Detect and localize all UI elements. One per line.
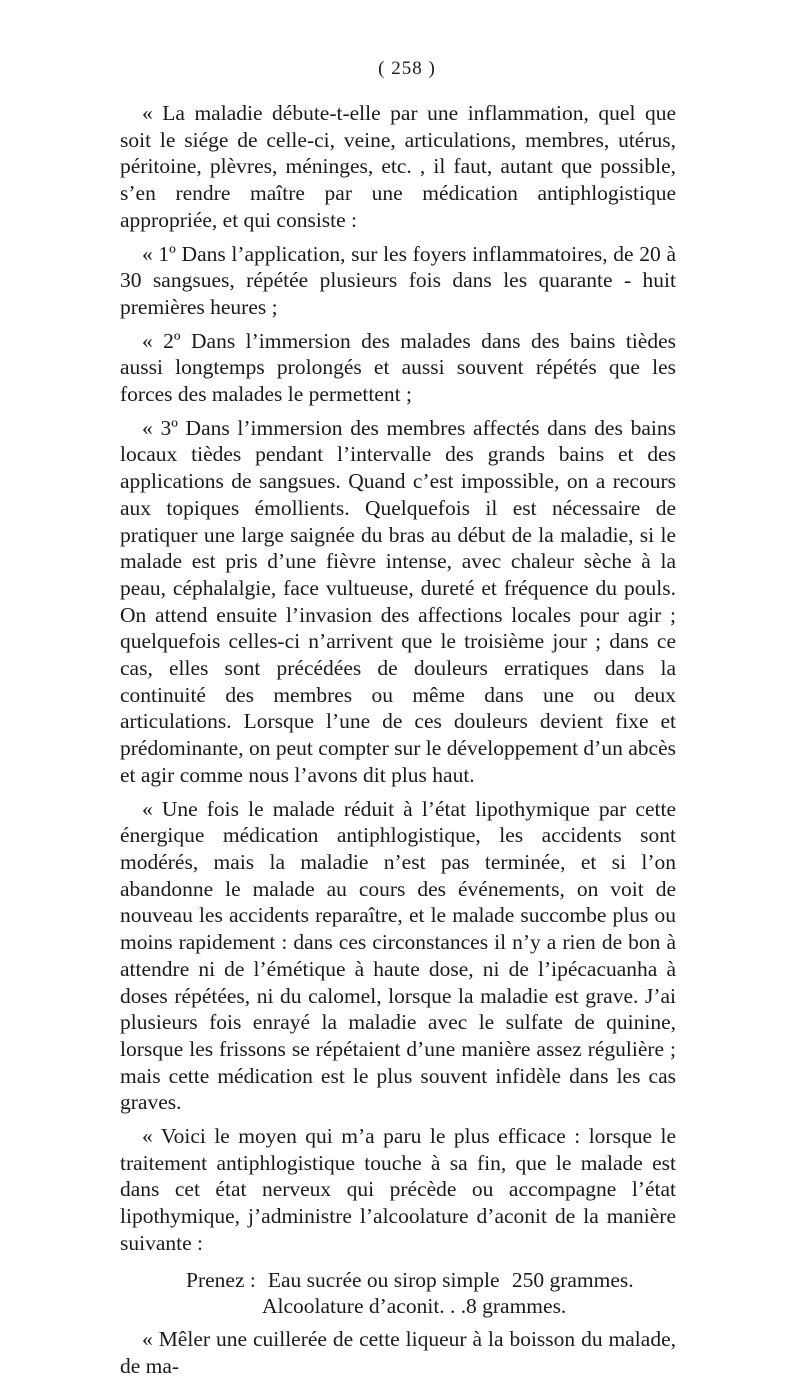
paragraph-remedy: « Voici le moyen qui m’a paru le plus efficace : lorsque le traitement antiphlogistique touche à sa fin, que le malade est dans cet état nerveux qui précède ou accompagne l’état lipothymique, j’administre l’alcoolature d’aconit de la manière suivante : — [120, 1124, 676, 1255]
prescription-line — [120, 1293, 676, 1320]
paragraph-lipothymic: « Une fois le malade réduit à l’état lipothymique par cette énergique médication antiphlogistique, les accidents sont modérés, mais la maladie n’est pas terminée, et si l’on abandonne le malade au cours des événements, on voit de nouveau les accidents reparaître, et le malade succombe plus ou moins rapidement : dans ces circonstances il n’y a rien de bon à attendre ni de l’émétique à haute dose, ni de l’ipécacuanha à doses répétées, ni du calomel, lorsque la maladie est grave. J’ai plusieurs fois enrayé la maladie avec le sulfate de quinine, lorsque les frissons se répétaient d’une manière assez régulière ; mais cette médication est le plus souvent infidèle dans les cas graves. — [120, 796, 676, 1115]
paragraph-item-2: « 2º Dans l’immersion des malades dans des bains tièdes aussi longtemps prolongés et aussi souvent répétés que les forces des malades le permettent ; — [120, 328, 676, 407]
prescription-substance: Eau sucrée ou sirop simple — [267, 1267, 500, 1292]
prescription — [120, 1267, 676, 1320]
page-number: ( 258 ) — [378, 58, 436, 79]
paragraph-item-3: « 3º Dans l’immersion des membres affectés dans des bains locaux tièdes pendant l’intervalle des grands bains et des applications de sangsues. Quand c’est impossible, on a recours aux topiques émollients. Quelquefois il est nécessaire de pratiquer une large saignée du bras au début de la maladie, si le malade est pris d’une fièvre intense, avec chaleur sèche à la peau, céphalalgie, face vultueuse, dureté et fréquence du pouls. On attend ensuite l’invasion des affections locales pour agir ; quelquefois celles-ci n’arrivent que le troisième jour ; dans ce cas, elles sont précédées de douleurs erratiques dans la continuité des membres ou même dans une ou deux articulations. Lorsque l’une de ces douleurs devient fixe et prédominante, on peut compter sur le développement d’un abcès et agir comme nous l’avons dit plus haut. — [120, 415, 676, 787]
paragraph-final-line: « Mêler une cuillerée de cette liqueur à la boisson du malade, de ma- — [120, 1326, 676, 1378]
prescription-substance: Alcoolature d’aconit. . . — [262, 1294, 467, 1319]
prescription-line — [120, 1267, 676, 1294]
paragraph-intro: « La maladie débute-t-elle par une inflammation, quel que soit le siége de celle-ci, veine, articulations, membres, utérus, péritoine, plèvres, méninges, etc. , il faut, autant que possible, s’en rendre maître par une médication antiphlogistique appropriée, et qui consiste : — [120, 101, 676, 232]
prescription-quantity: 250 grammes. — [511, 1267, 634, 1292]
prescription-label: Prenez : — [186, 1267, 256, 1292]
prescription-quantity: 8 grammes. — [466, 1294, 567, 1319]
paragraph-item-1: « 1º Dans l’application, sur les foyers inflammatoires, de 20 à 30 sangsues, répétée plusieurs fois dans les quarante - huit premières heures ; — [120, 241, 676, 319]
